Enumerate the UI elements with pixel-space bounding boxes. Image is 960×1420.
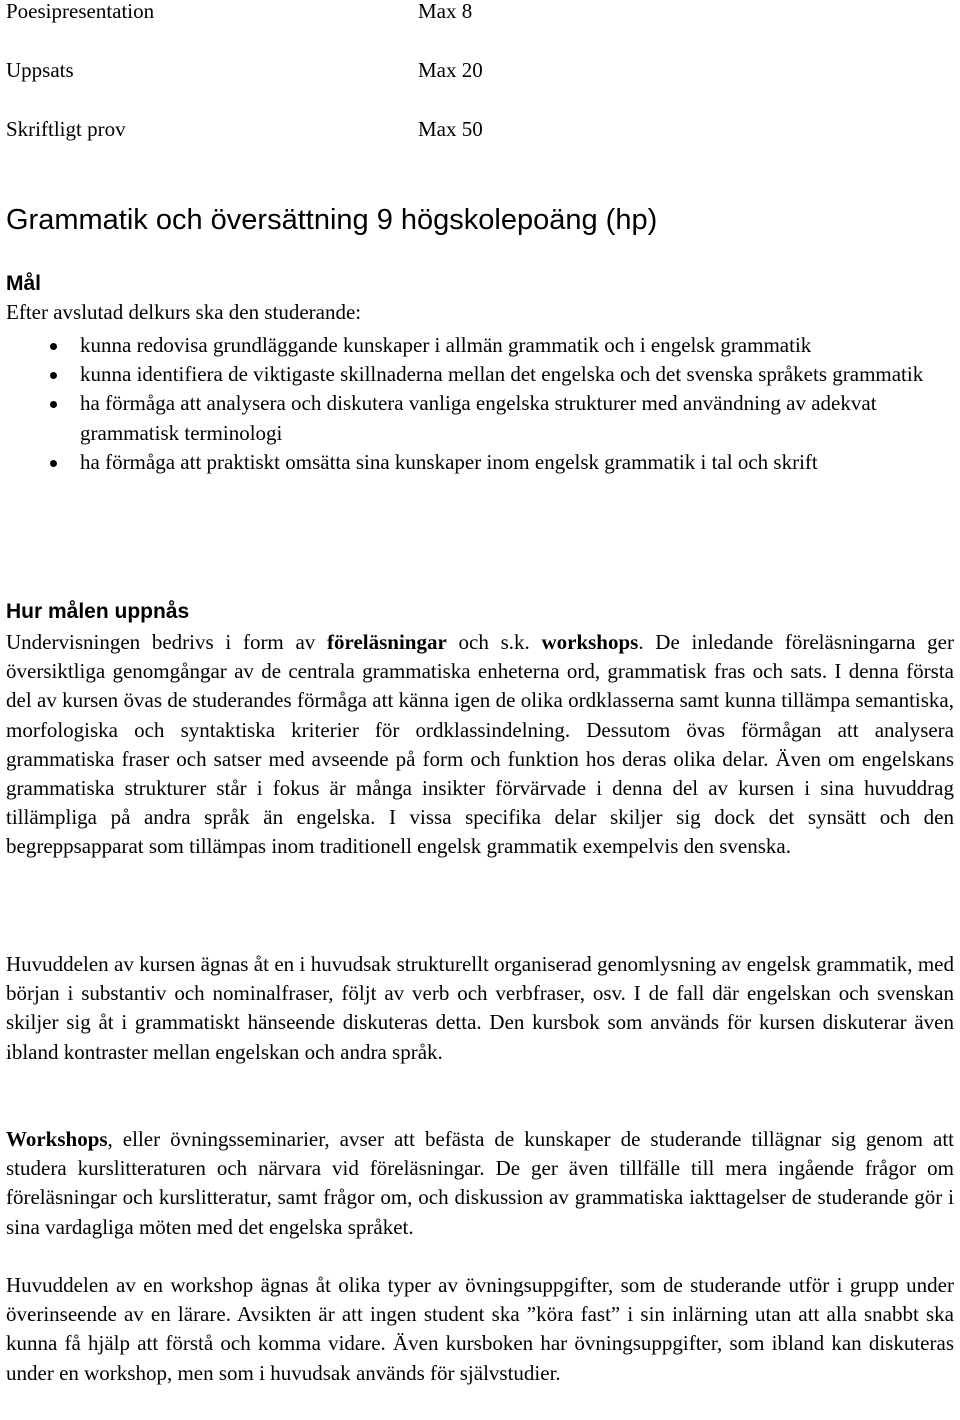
goal-item <box>6 360 958 389</box>
grade-max: Max 8 <box>418 0 473 23</box>
goal-text: kunna identifiera de viktigaste skillnaderna mellan det engelska och det svenska språkets grammatik <box>80 362 924 387</box>
goals-list <box>6 331 956 477</box>
bullet-icon <box>50 460 57 467</box>
grade-label: Poesipresentation <box>6 0 155 23</box>
goal-text: ha förmåga att analysera och diskutera vanliga engelska strukturer med användning av adekvat grammatisk terminologi <box>80 391 877 445</box>
method-paragraph-1 <box>6 628 954 862</box>
bullet-icon <box>50 343 57 350</box>
bold-term: föreläsningar <box>327 630 447 654</box>
text-run: och s.k. <box>446 630 542 654</box>
method-paragraph-3 <box>6 1125 954 1242</box>
method-paragraph-2: Huvuddelen av kursen ägnas åt en i huvudsak strukturellt organiserad genomlysning av engelsk grammatik, med början i substantiv och nominalfraser, följt av verb och verbfraser, osv. I de fall där engelskan och svenskan skiljer sig åt i grammatiskt hänseende diskuteras detta. Den kursbok som används för kursen diskuterar även ibland kontraster mellan engelskan och andra språk. <box>6 952 954 1064</box>
text-run: , eller övningsseminarier, avser att befästa de kunskaper de studerande tillägnar sig genom att studera kurslitteraturen och närvara vid föreläsningar. De ger även tillfälle till mera ingående frågor om föreläsningar och kurslitteratur, samt frågor om, och diskussion av grammatiska iakttagelser de studerande gör i sina vardagliga möten med det engelska språket. <box>6 1127 954 1239</box>
goal-item <box>6 331 958 360</box>
method-heading: Hur målen uppnås <box>6 600 190 623</box>
goals-heading: Mål <box>6 272 42 295</box>
goal-text: kunna redovisa grundläggande kunskaper i allmän grammatik och i engelsk grammatik <box>80 333 812 357</box>
grade-label: Skriftligt prov <box>6 117 126 141</box>
bullet-icon <box>50 372 57 379</box>
course-title: Grammatik och översättning 9 högskolepoäng (hp) <box>6 204 658 236</box>
bullet-icon <box>50 401 57 408</box>
grade-max: Max 20 <box>418 58 483 82</box>
goals-intro: Efter avslutad delkurs ska den studerande: <box>6 300 362 324</box>
text-run: . De inledande föreläsningarna ger översiktliga genomgångar av de centrala grammatiska enheterna ord, grammatisk fras och sats. I denna första del av kursen övas de studerandes förmåga att känna igen de olika ordklasserna samt kunna tillämpa semantiska, morfologiska och syntaktiska kriterier för ordklassindelning. Dessutom övas förmågan att analysera grammatiska fraser och satser med avseende på form och funktion hos deras olika delar. Även om engelskans grammatiska strukturer står i fokus är många insikter förvärvade i denna del av kursen i sina huvuddrag tillämpliga på andra språk än engelska. I vissa specifika delar skiljer sig dock det synsätt och den begreppsapparat som tillämpas inom traditionell engelsk grammatik exempelvis den svenska. <box>6 630 954 859</box>
text-run: Undervisningen bedrivs i form av <box>6 630 328 654</box>
grade-max: Max 50 <box>418 117 483 141</box>
bold-term: workshops <box>541 630 639 654</box>
goal-item <box>6 389 958 447</box>
goal-text: ha förmåga att praktiskt omsätta sina kunskaper inom engelsk grammatik i tal och skrift <box>80 449 818 474</box>
method-paragraph-4: Huvuddelen av en workshop ägnas åt olika typer av övningsuppgifter, som de studerande utför i grupp under överinseende av en lärare. Avsikten är att ingen student ska ”köra fast” i sin inlärning utan att alla snabbt ska kunna få hjälp att förstå och komma vidare. Även kursboken har övningsuppgifter, som ibland kan diskuteras under en workshop, men som i huvudsak används för självstudier. <box>6 1273 954 1385</box>
grade-label: Uppsats <box>6 58 74 82</box>
goal-item <box>6 448 958 477</box>
bold-term: Workshops <box>6 1127 108 1151</box>
